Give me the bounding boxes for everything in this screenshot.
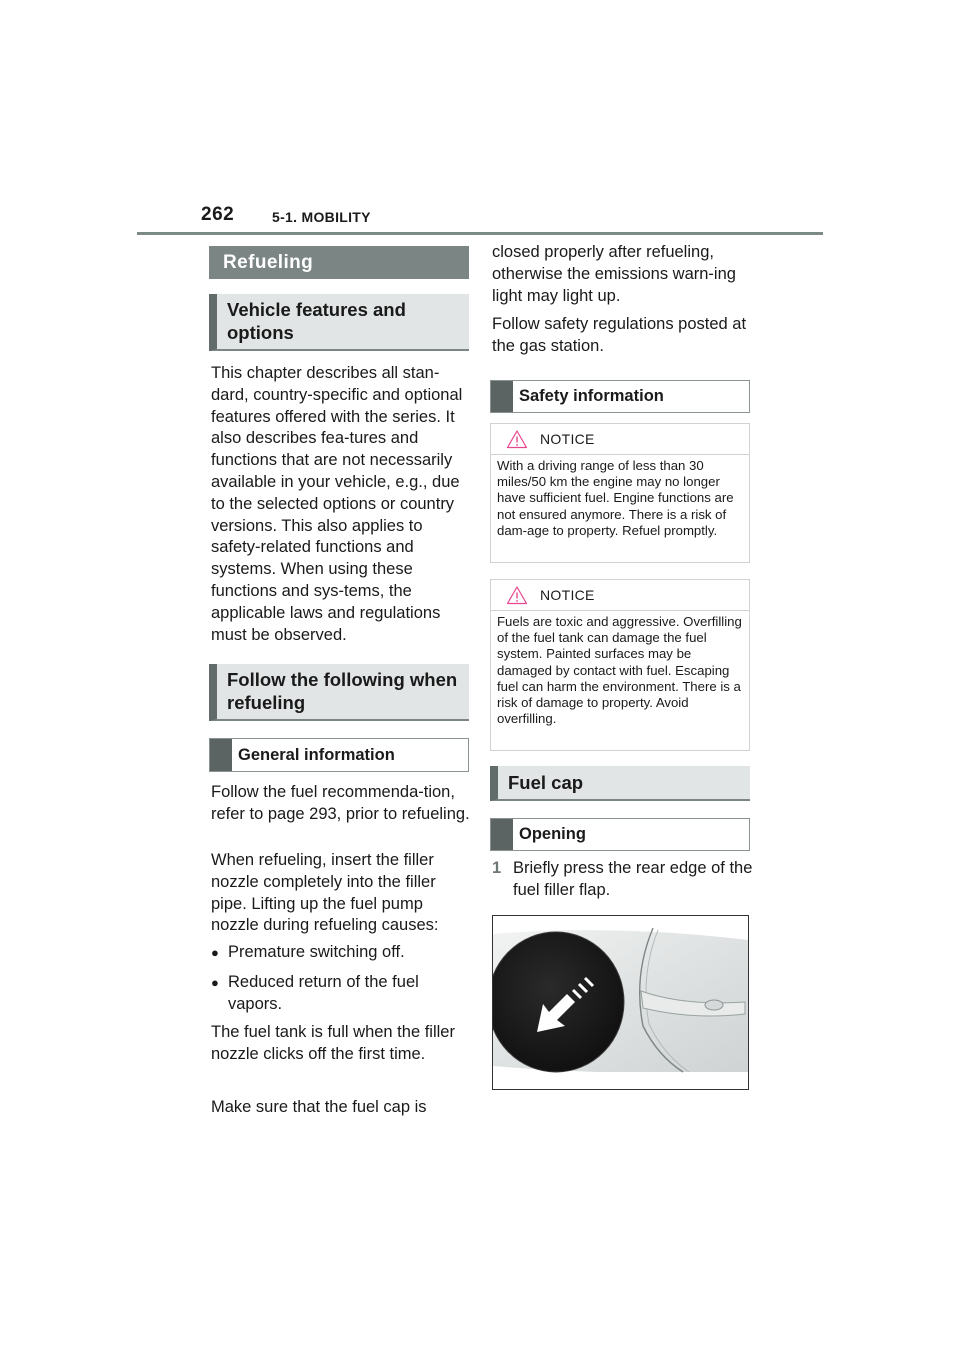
heading-marker [491,381,513,412]
list-item [211,972,473,1016]
warning-triangle-icon [506,585,528,605]
notice-text: With a driving range of less than 30 miles/50 km the engine may no longer have sufficient fuel. Engine functions are not ensured anymore. There is a risk of dam-age to property. Refuel promptly. [497,458,734,538]
heading-opening [490,818,750,851]
subsection-title-vehicle-features: Vehicle features and options [209,294,469,351]
paragraph-tank-full: The fuel tank is full when the filler nozzle clicks off the first time. [211,1023,455,1063]
heading-safety-information [490,380,750,413]
page-number: 262 [201,204,235,225]
notice-header [491,424,749,455]
section-title-refueling: Refueling [209,246,469,279]
paragraph-insert-nozzle: When refueling, insert the filler nozzle completely into the filler pipe. Lifting up the fuel pump nozzle during refueling causes: [211,851,439,935]
list-item-text: Premature switching off. [228,943,405,961]
intro-paragraph: This chapter describes all stan-dard, country-specific and optional features offered with the series. It also describes fea-tures and functions that are not necessarily available in your vehicle, e.g., due to the selected options or country versions. This also applies to safety-related functions and systems. When using these functions and sys-tems, the applicable laws and regulations must be observed. [211,364,463,644]
subsection-title-fuel-cap: Fuel cap [490,766,750,801]
notice-header [491,580,749,611]
header-divider [137,232,823,235]
notice-label: NOTICE [540,587,595,603]
chapter-title: 5-1. MOBILITY [272,209,371,225]
fuel-filler-flap-image [493,916,748,1089]
fuel-filler-flap-illustration [492,915,749,1090]
subsection-title-follow-refueling: Follow the following when refueling [209,664,469,721]
paragraph-fuel-recommendation: Follow the fuel recommenda-tion, refer to page 293, prior to refueling. [211,783,470,823]
bullet-icon: ● [211,975,219,990]
heading-general-information [209,738,469,772]
heading-marker [491,819,513,850]
paragraph-safety-regulations: Follow safety regulations posted at the gas station. [492,315,747,355]
heading-label: General information [238,745,395,764]
step-text: Briefly press the rear edge of the fuel filler flap. [513,859,753,899]
warning-triangle-icon [506,429,528,449]
heading-label: Opening [519,825,586,843]
step-item [492,858,754,902]
heading-label: Safety information [519,387,664,405]
heading-marker [210,739,232,771]
step-number: 1 [492,859,502,877]
notice-box [490,423,750,563]
paragraph-continued: closed properly after refueling, otherwise the emissions warn-ing light may light up. [492,243,736,305]
notice-text: Fuels are toxic and aggressive. Overfilling of the fuel tank can damage the fuel system. Painted surfaces may be damaged by contact with fuel. Escaping fuel can harm the environment. There is a risk of damage to property. Avoid overfilling. [497,614,742,727]
list-item [211,942,473,964]
notice-label: NOTICE [540,431,595,447]
list-item-text: Reduced return of the fuel vapors. [228,973,419,1013]
paragraph-fuel-cap: Make sure that the fuel cap is [211,1098,427,1116]
bullet-icon: ● [211,945,219,960]
notice-box [490,579,750,751]
